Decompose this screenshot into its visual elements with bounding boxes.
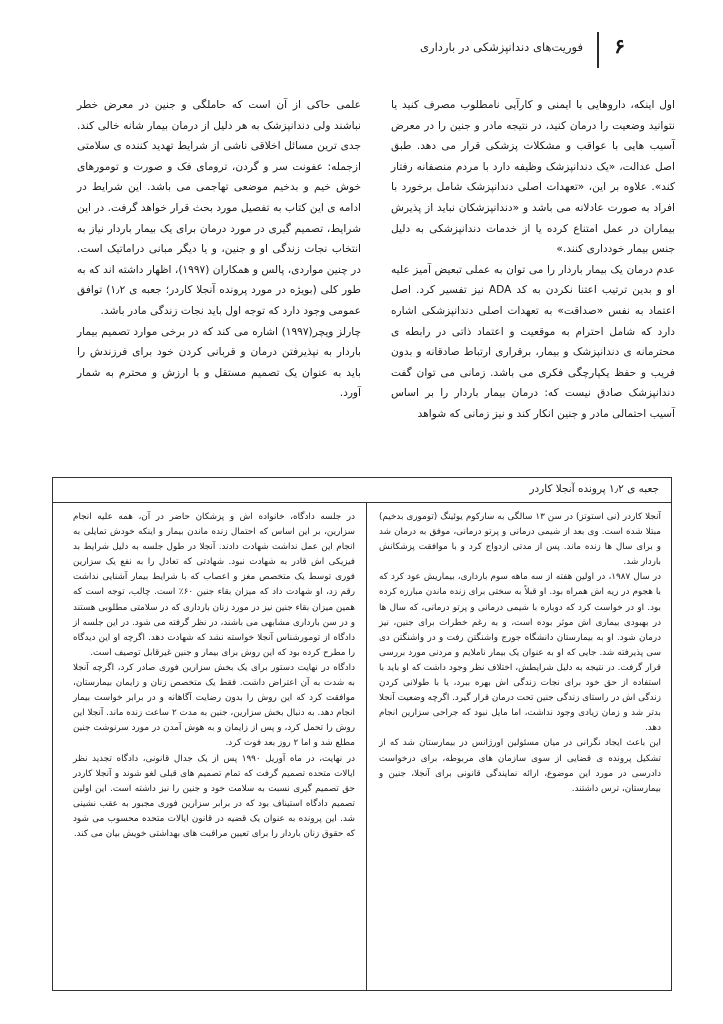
running-title: فوریت‌های دندانپزشکی در بارداری <box>420 40 583 54</box>
body-column-left <box>77 95 361 404</box>
paragraph: عدم درمان یک بیمار باردار را می توان به عملی تبعیض آمیز علیه او و بدین ترتیب اعتنا نکردن به کد ADA نیز تفسیر کرد. اصل اعتماد به نفس «صداقت» به تعهدات اصلی دندانپزشکی اشاره دارد که شامل احترام به موقعیت و اعتماد ذاتی در رابطه ی محترمانه ی دندانپزشک و بیمار، برقراری ارتباط صادقانه و بدون فریب و حفظ یکپارچگی فکری می باشد. زمانی می توان گفت دندانپزشک صادق نیست که: درمان بیمار باردار را بر اساس آسیب احتمالی مادر و جنین انکار کند و نیز زمانی که شواهد <box>391 263 675 420</box>
page-number: ۶ <box>614 34 625 58</box>
box-title: جعبه ی ۱٫۲ پرونده آنجلا کاردر <box>529 483 659 495</box>
box-paragraph: آنجلا کاردر (نی استوتز) در سن ۱۳ سالگی به سارکوم یوئینگ (توموری بدخیم) مبتلا شده است. وی بعد از شیمی درمانی و پرتو درمانی، موفق به درمان شد و برای سال ها زنده ماند. پس از مدتی ازدواج کرد و با موافقت پزشکانش باردار شد. <box>379 512 661 568</box>
box-column-divider <box>366 502 367 990</box>
paragraph: اول اینکه، داروهایی با ایمنی و کارآیی نامطلوب مصرف کنید یا نتوانید وضعیت را درمان کنید، در نتیجه مادر و جنین را در معرض آسیب هایی با عواقب و مشکلات پزشکی قرار می دهد. طبق اصل عدالت، «یک دندانپزشک وظیفه دارد با مردم منصفانه رفتار کند». علاوه بر این، «تعهدات اصلی دندانپزشک شامل برخورد با افراد به صورت عادلانه می باشد و «دندانپزشکان نباید از پذیرش بیماران در عمل امتناع کرده یا از خدمات دندانپزشکی به دلیل جنس بیمار خودداری کنند.» <box>391 99 675 256</box>
page-header <box>40 30 683 82</box>
box-column-left <box>73 510 355 842</box>
header-divider <box>597 32 599 68</box>
box-paragraph: در نهایت، در ماه آوریل ۱۹۹۰ پس از یک جدال قانونی، دادگاه تجدید نظر ایالات متحده تصمیم گرفت که تمام تصمیم های قبلی لغو شوند و آنجلا کاردر حق تصمیم گیری نسبت به سلامت خود و جنین را نیز داشته است. این اولین تصمیم دادگاه استیناف بود که در برابر سزارین فوری مجبور به عقب نشینی شد. این پرونده به عنوان یک قضیه در قانون ایالات متحده محسوب می شود که حقوق زنان باردار را برای تعیین مراقبت های بهداشتی خویش بیان می کند. <box>73 753 355 839</box>
paragraph: چارلز ویچر(۱۹۹۷) اشاره می کند که در برخی موارد تصمیم بیمار باردار به نپذیرفتن درمان و قربانی کردن خود برای فرزندش را باید به عنوان یک تصمیم مستقل و با ارزش و محترم به شمار آورد. <box>77 325 362 400</box>
box-paragraph: در سال ۱۹۸۷، در اولین هفته از سه ماهه سوم بارداری، بیماریش عود کرد که با هجوم در ریه اش همراه بود. او قبلاً به سختی برای زنده ماندن مبارزه کرده بود. او در خواست کرد که دوباره با شیمی درمانی و پرتو درمانی، که سال ها در بهبودی بیماری اش موثر بوده است، و به رغم خطرات برای جنین، نیز درمان شود. او به بیمارستان دانشگاه جورج واشنگتن رفت و در واشنگتن دی سی پذیرفته شد. جایی که او به عنوان یک بیمار ناملایم و مردنی مورد بررسی قرار گرفت. در نتیجه به دلیل شرایطش، اختلاف نظر وجود داشت که او باید با استفاده از حق خود برای نجات زندگی اش بهره ببرد، یا با طولانی کردن زندگی اش در راستای زندگی جنین تحت درمان قرار گیرد. اگرچه وضعیت آنجلا بدتر شد و زمان زیادی وجود نداشت، اما مایل نبود که جراحی سزارین انجام دهد. <box>379 572 662 734</box>
box-paragraph: دادگاه در نهایت دستور برای یک بخش سزارین فوری صادر کرد، اگرچه آنجلا به شدت به آن اعتراض داشت. فقط یک متخصص زنان و زایمان بیمارستان، موافقت کرد که این روش را بدون رضایت آگاهانه و در برابر خواست بیمار انجام دهد. به دنبال بخش سزارین، جنین به مدت ۲ ساعت زنده ماند. آنجلا این روش را تحمل کرد، و پس از زایمان و به هوش آمدن در مورد سرنوشت جنین مطلع شد و اما ۲ روز بعد فوت کرد. <box>73 662 355 749</box>
case-box <box>52 477 672 991</box>
box-paragraph: در جلسه دادگاه، خانواده اش و پزشکان حاضر در آن، همه علیه انجام سزارین، بر این اساس که احتمال زنده ماندن بیمار و اینکه خودش تمایلی به انجام این عمل نداشت شهادت دادند. آنجلا در طول جلسه به دلیل شرایط بد فیزیکی اش قادر به شهادت نبود. شهادتی که تعادل را به نفع یک سزارین فوری توسط یک متخصص مغز و اعصاب که با شرایط بیمار آشنایی نداشت رقم زد، او شهادت داد که میزان بقاء جنین ۶۰٪ است. چالب، توجه است که همین میزان بقاء جنین نیز در مورد زنان بارداری که در سلامتی مطلوبی هستند و در سن بارداری مشابهی می باشند، در نظر گرفته می شود. در این جلسه از دادگاه از تومورشناس آنجلا خواسته نشد که شهادت دهد. اگرچه او این دیدگاه را مطرح کرده بود که این روش برای بیمار و جنین غیرقابل توصیف است. <box>73 512 355 658</box>
box-title-bar <box>53 478 671 503</box>
box-paragraph: این باعث ایجاد نگرانی در میان مسئولین اورژانس در بیمارستان شد که از تشکیل پرونده ی قضایی از سوی سازمان های مربوطه، برای درخواست دادرسی در مورد این موضوع، ارائه نمایندگی قانونی برای آنجلا، جنین و بیمارستان، ترس داشتند. <box>379 738 661 794</box>
box-column-right <box>379 510 661 797</box>
paragraph: علمی حاکی از آن است که حاملگی و جنین در معرض خطر نباشند ولی دندانپزشک به هر دلیل از درمان بیمار شانه خالی کند. جدی ترین مسائل اخلاقی ناشی از شرایط تهدید کننده ی سلامتی ازجمله: عفونت سر و گردن، ترومای فک و صورت و تومورهای خوش خیم و بدخیم موضعی تهاجمی می باشد. این شرایط در ادامه ی این کتاب به تفصیل مورد بحث قرار خواهد گرفت. در این شرایط، تصمیم گیری در مورد درمان برای یک بیمار باردار نیاز به انتخاب نجات زندگی او و جنین، و یا دیگر مبانی دراماتیک است. در چنین مواردی، پالس و همکاران (۱۹۹۷)، اظهار داشته اند که به طور کلی (بویژه در مورد پرونده آنجلا کاردر؛ جعبه ی ۱٫۲) توافق عمومی وجود دارد که توجه اول باید نجات زندگی مادر باشد. <box>77 99 361 317</box>
body-column-right <box>391 95 675 425</box>
